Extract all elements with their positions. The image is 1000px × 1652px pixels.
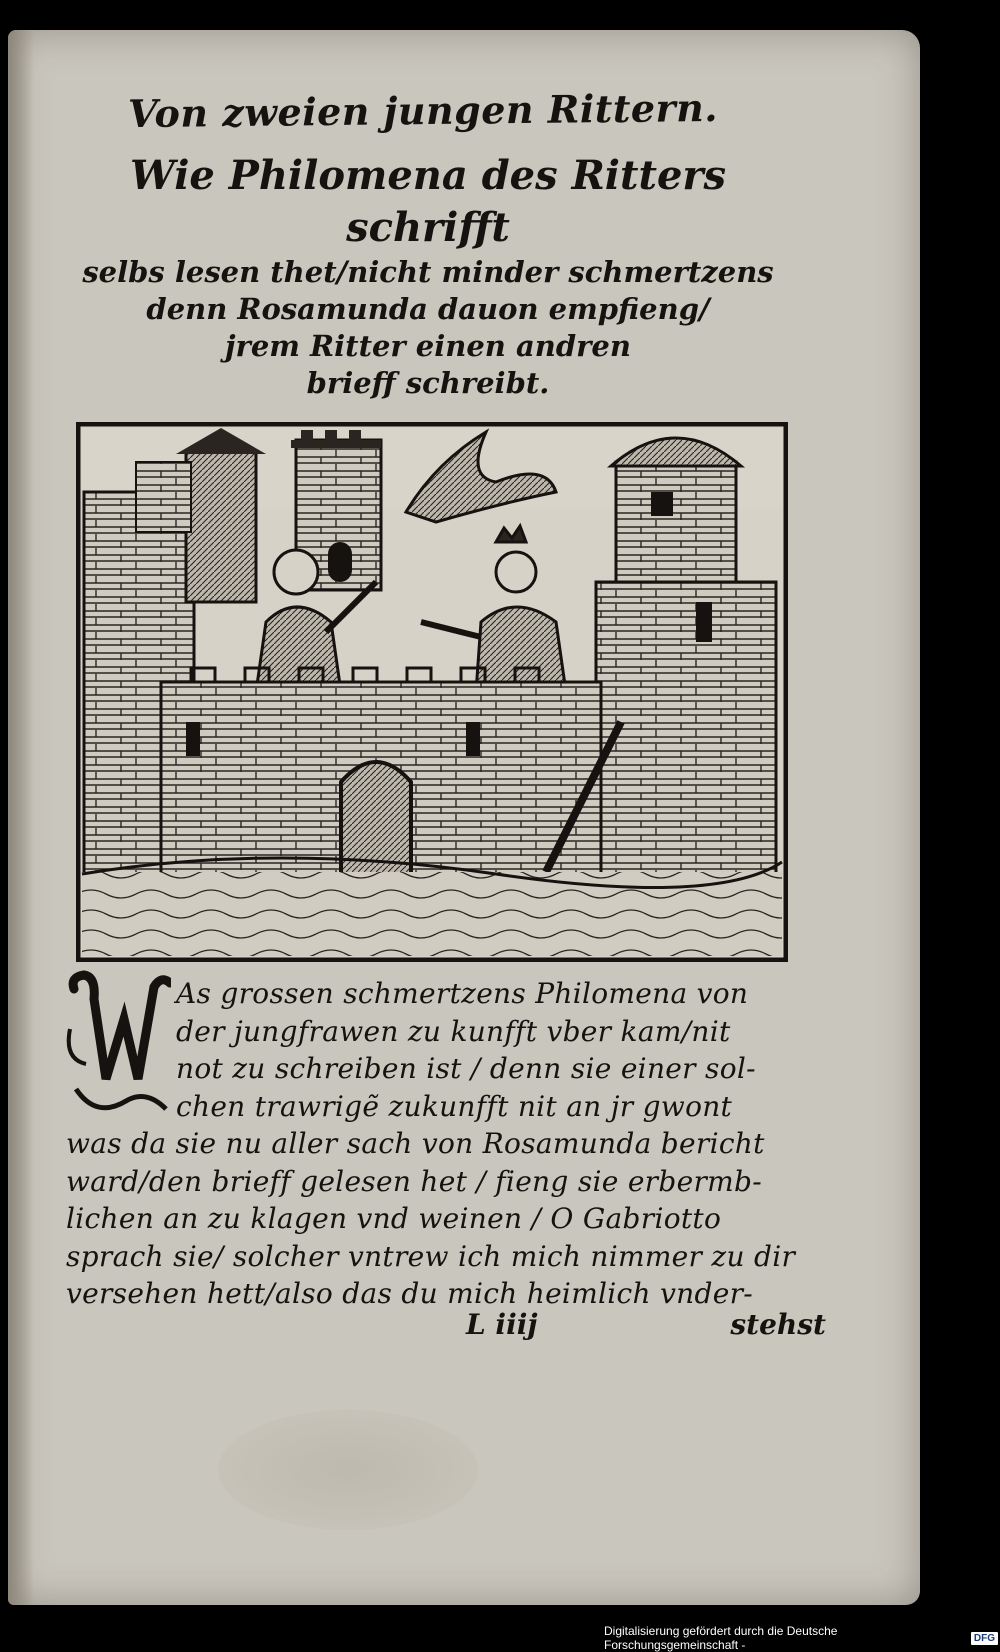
body-line: der jungfrawen zu kunfft vber kam/nit <box>176 1014 731 1048</box>
body-text <box>66 975 826 1313</box>
digitization-credit <box>604 1624 998 1652</box>
signature-mark: L iiij <box>466 1308 538 1341</box>
body-line: lichen an zu klagen vnd weinen / O Gabriotto <box>66 1202 722 1235</box>
body-line: was da sie nu aller sach von Rosamunda bericht <box>66 1127 765 1160</box>
body-line: As grossen schmertzens Philomena von <box>176 977 749 1010</box>
chapter-heading-line: brieff schreibt. <box>306 366 550 400</box>
body-line: chen trawrigẽ zukunfft nit an jr gwont <box>176 1089 733 1123</box>
page-edge-shadow <box>8 30 34 1605</box>
dfg-logo-icon: DFG <box>971 1632 998 1645</box>
book-page <box>8 30 920 1605</box>
chapter-heading-line: selbs lesen thet/nicht minder schmertzens <box>82 255 774 289</box>
page-footer <box>466 1308 826 1341</box>
running-head: Von zweien jungen Rittern. <box>127 84 719 137</box>
drop-cap-initial-icon <box>66 969 171 1124</box>
chapter-heading-line: Wie Philomena des Ritters schrifft <box>129 152 726 251</box>
body-line: sprach sie/ solcher vntrew ich mich nimmer zu dir <box>66 1239 796 1273</box>
chapter-heading-line: denn Rosamunda dauon empfieng/ <box>146 292 710 326</box>
catchword: stehst <box>730 1308 826 1341</box>
woodcut-illustration <box>76 422 788 962</box>
body-line: versehen hett/also das du mich heimlich vnder- <box>66 1277 754 1310</box>
woodcut-castle-scene-icon <box>76 422 788 962</box>
credit-text: Digitalisierung gefördert durch die Deutsche Forschungsgemeinschaft - <box>604 1624 838 1652</box>
chapter-heading <box>48 150 808 402</box>
paper-stain <box>218 1410 478 1530</box>
body-line: ward/den brieff gelesen het / fieng sie erbermb- <box>66 1164 762 1198</box>
chapter-heading-line: jrem Ritter einen andren <box>225 329 631 363</box>
body-line: not zu schreiben ist / denn sie einer sol- <box>176 1052 756 1085</box>
svg-text:W: W <box>118 1119 120 1120</box>
